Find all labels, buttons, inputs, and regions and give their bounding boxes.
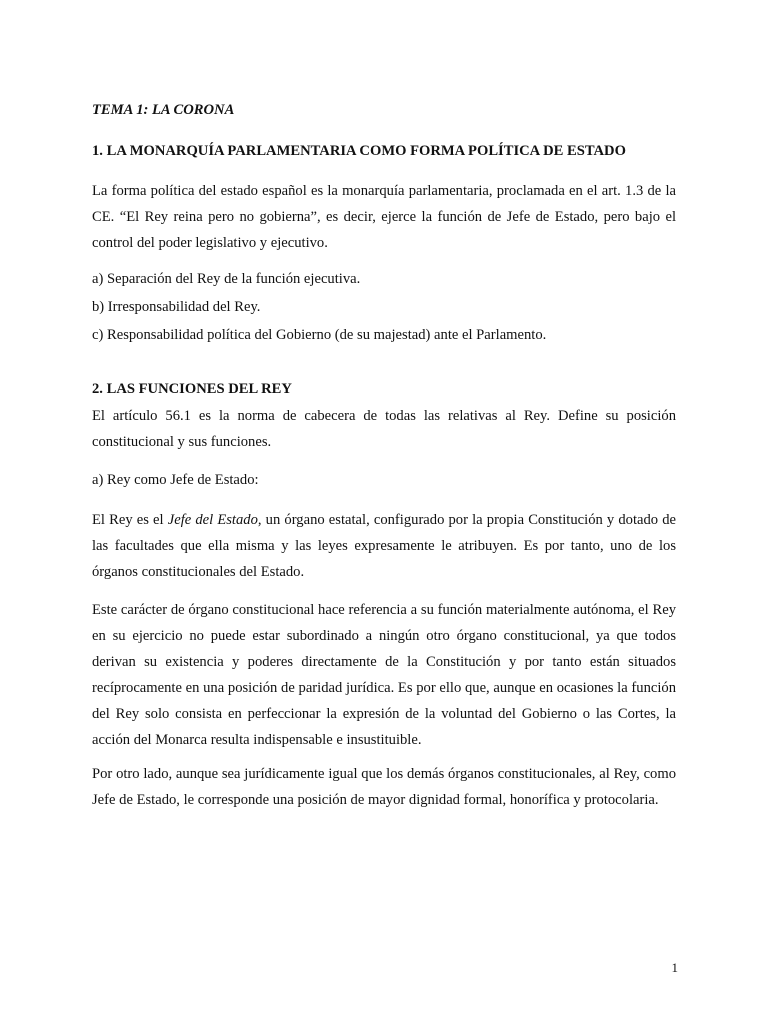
section1-point-c: c) Responsabilidad política del Gobierno (de su majestad) ante el Parlamento.: [92, 327, 547, 343]
jefe-del-estado-emphasis: Jefe del Estado: [167, 512, 258, 528]
section2-paragraph-1: [92, 507, 676, 585]
section2-heading: 2. LAS FUNCIONES DEL REY: [92, 381, 292, 397]
section1-intro-paragraph: La forma política del estado español es la monarquía parlamentaria, proclamada en el art. 1.3 de la CE. “El Rey reina pero no gobierna”, es decir, ejerce la función de Jefe de Estado, pero bajo el control del poder legislativo y ejecutivo.: [92, 183, 676, 251]
section2-subheading: a) Rey como Jefe de Estado:: [92, 472, 259, 488]
section2-paragraph-2: Este carácter de órgano constitucional hace referencia a su función materialmente autónoma, el Rey en su ejercicio no puede estar subordinado a ningún otro órgano constitucional, ya que todos derivan su existencia y poderes directamente de la Constitución y por tanto están situados recíprocamente en una posición de paridad jurídica. Es por ello que, aunque en ocasiones la función del Rey solo consista en perfeccionar la expresión de la voluntad del Gobierno o las Cortes, la acción del Monarca resulta indispensable e insustituible.: [92, 602, 676, 748]
section1-point-b: b) Irresponsabilidad del Rey.: [92, 299, 261, 315]
section2-intro-paragraph: El artículo 56.1 es la norma de cabecera de todas las relativas al Rey. Define su posición constitucional y sus funciones.: [92, 408, 676, 450]
paragraph-1-start: El Rey es el: [92, 512, 168, 528]
section1-heading: 1. LA MONARQUÍA PARLAMENTARIA COMO FORMA POLÍTICA DE ESTADO: [92, 143, 626, 159]
section1-point-a: a) Separación del Rey de la función ejecutiva.: [92, 271, 361, 287]
page-number: 1: [671, 960, 678, 975]
paragraph-1-rest: , un órgano estatal, configurado por la propia Constitución y dotado de las facultades que ella misma y las leyes expresamente le atribuyen. Es por tanto, uno de los órganos constitucionales del Estado.: [92, 512, 676, 580]
section2-paragraph-3: Por otro lado, aunque sea jurídicamente igual que los demás órganos constitucionales, al Rey, como Jefe de Estado, le corresponde una posición de mayor dignidad formal, honorífica y protocolaria.: [92, 766, 676, 808]
document-title: TEMA 1: LA CORONA: [92, 102, 235, 118]
